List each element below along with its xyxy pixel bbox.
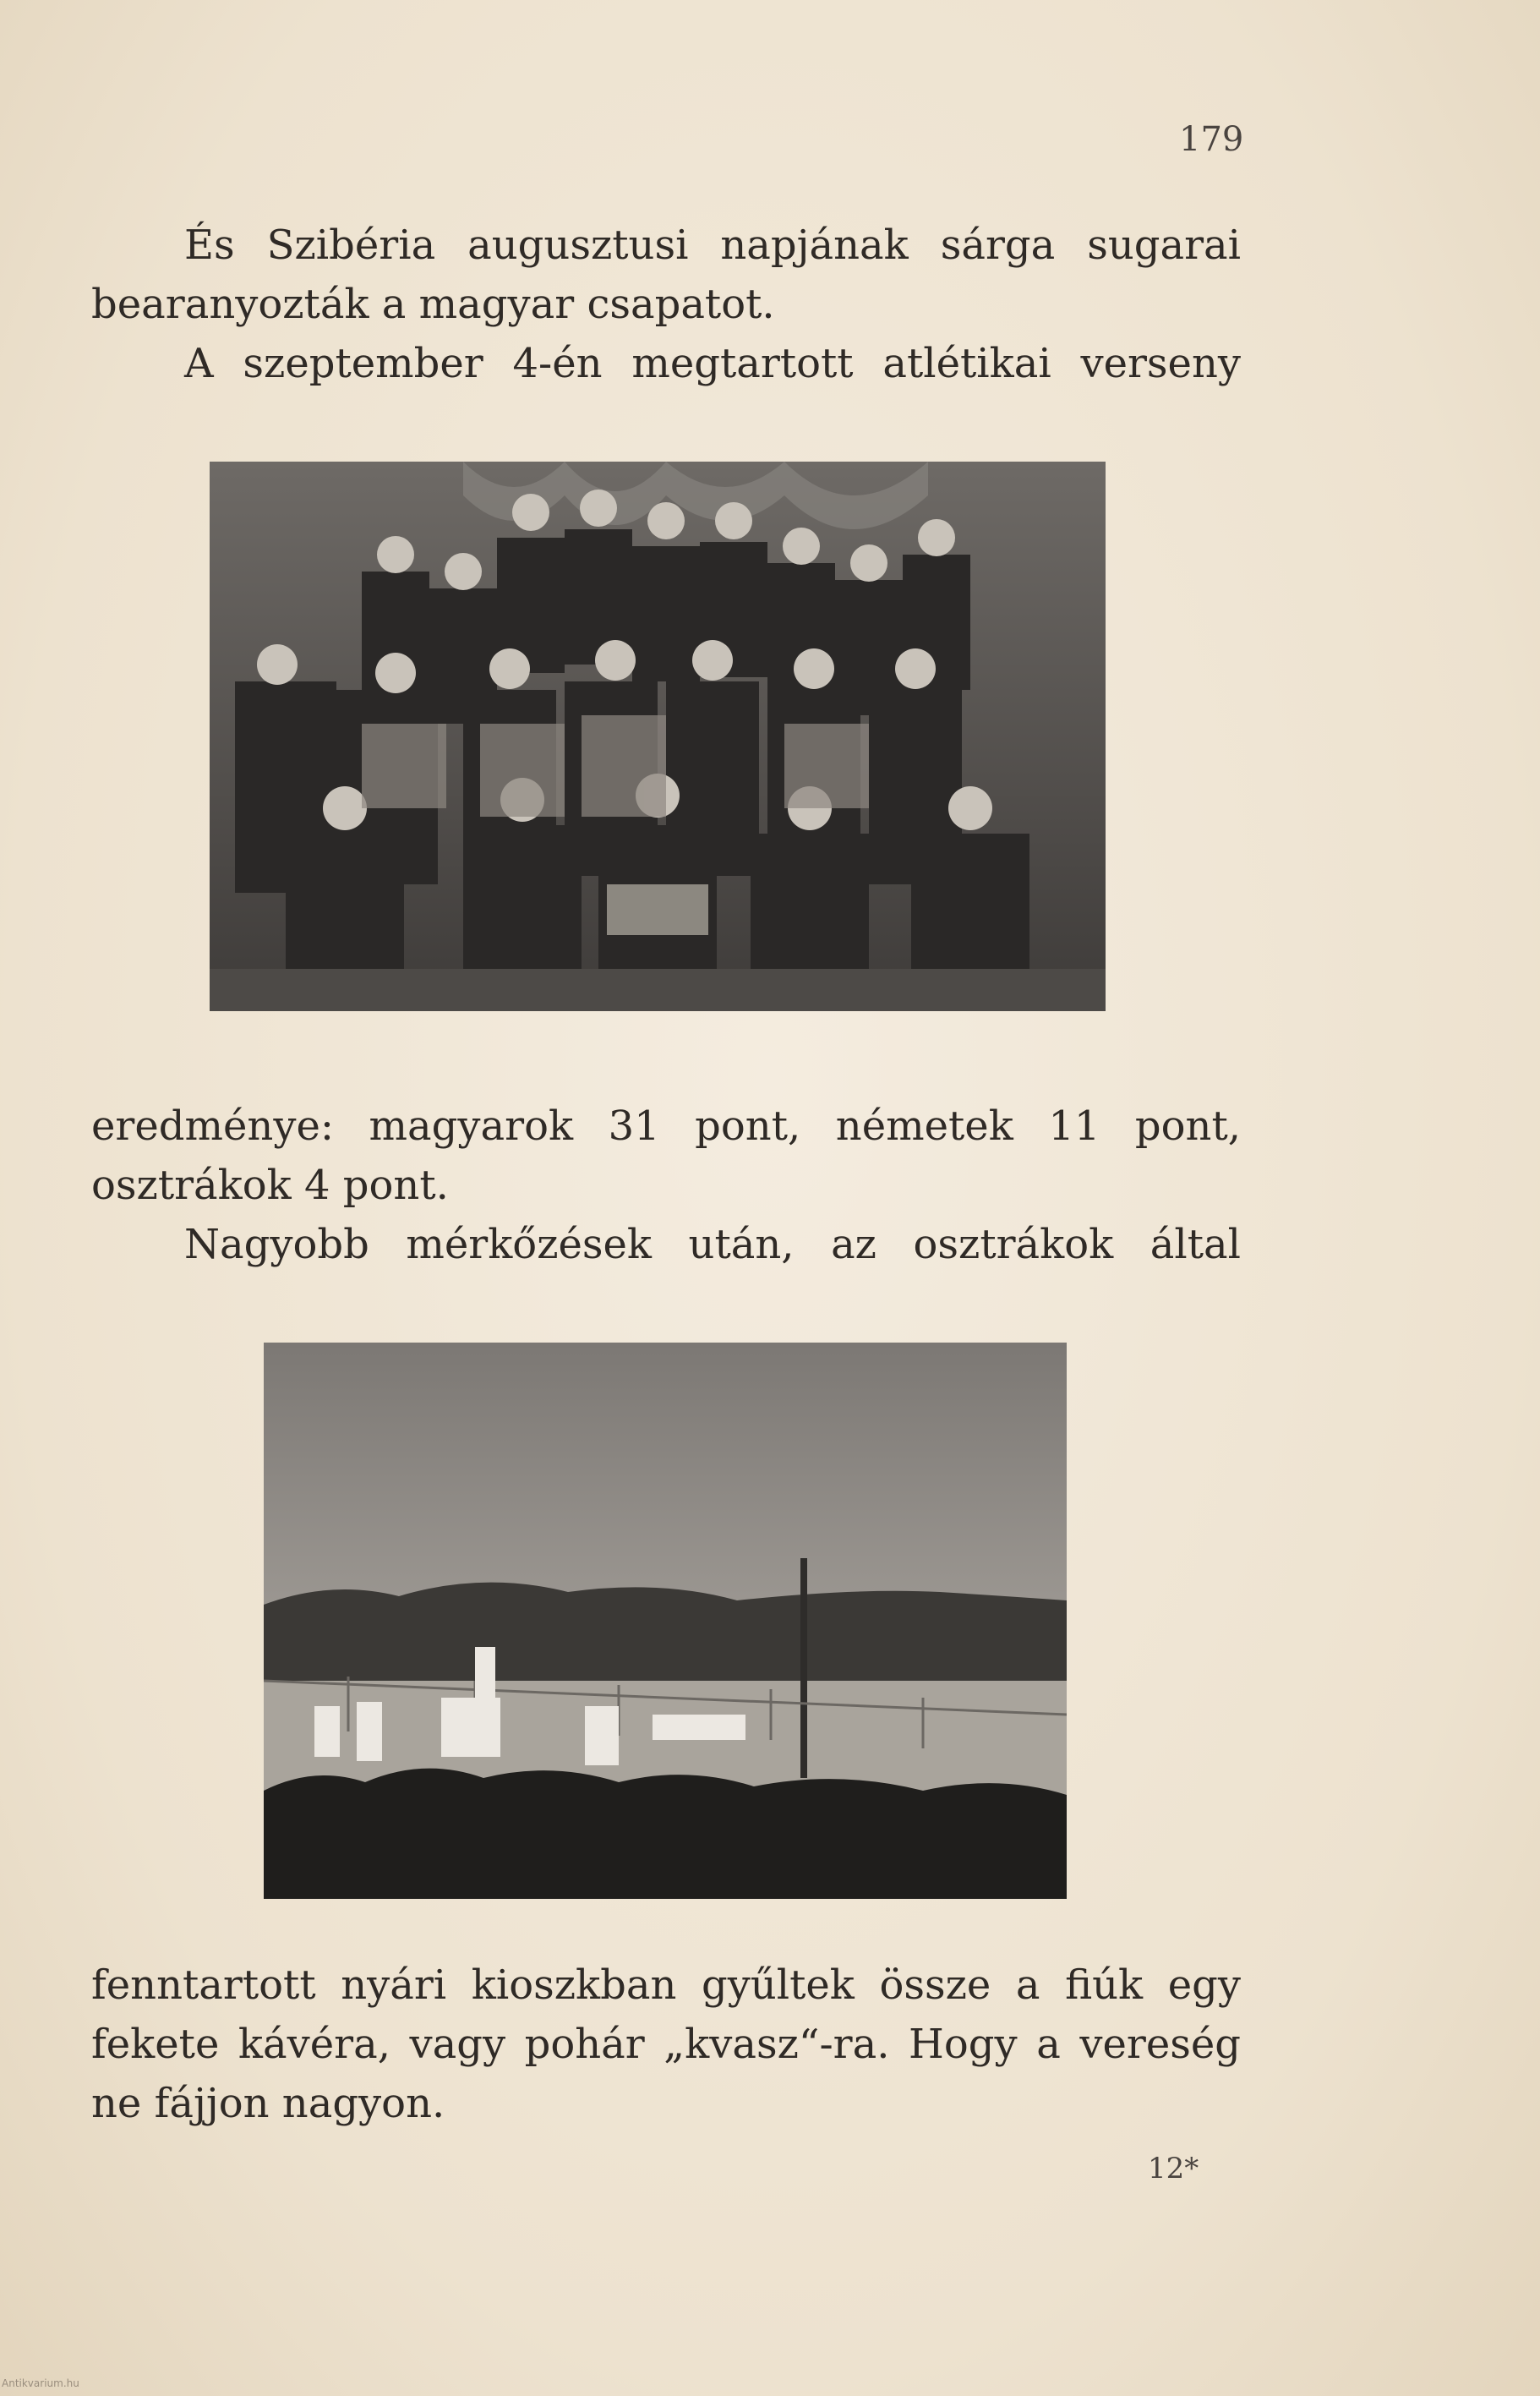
- group-photo: [210, 462, 1106, 1011]
- signature-mark: 12*: [1148, 2152, 1199, 2185]
- paragraph-5-line-2: fekete kávéra, vagy pohár „kvasz“-ra. Hogy a vereség: [91, 2021, 1241, 2068]
- paragraph-3-line-2: osztrákok 4 pont.: [91, 1162, 449, 1209]
- paragraph-1-line-2: bearanyozták a magyar csapatot.: [91, 281, 775, 328]
- paragraph-4-line-1: Nagyobb mérkőzések után, az osztrákok által: [184, 1221, 1241, 1268]
- paragraph-1-line-1: És Szibéria augusztusi napjának sárga sugarai: [184, 222, 1241, 269]
- paragraph-5-line-1: fenntartott nyári kioszkban gyűltek össze a fiúk egy: [91, 1961, 1241, 2009]
- paragraph-3-line-1: eredménye: magyarok 31 pont, németek 11 pont,: [91, 1102, 1241, 1150]
- field-photo: [264, 1343, 1067, 1899]
- paragraph-5-line-3: ne fájjon nagyon.: [91, 2080, 445, 2127]
- page-number: 179: [1179, 120, 1244, 159]
- paragraph-2-line-1: A szeptember 4-én megtartott atlétikai verseny: [184, 340, 1241, 387]
- watermark: Antikvarium.hu: [2, 2377, 79, 2389]
